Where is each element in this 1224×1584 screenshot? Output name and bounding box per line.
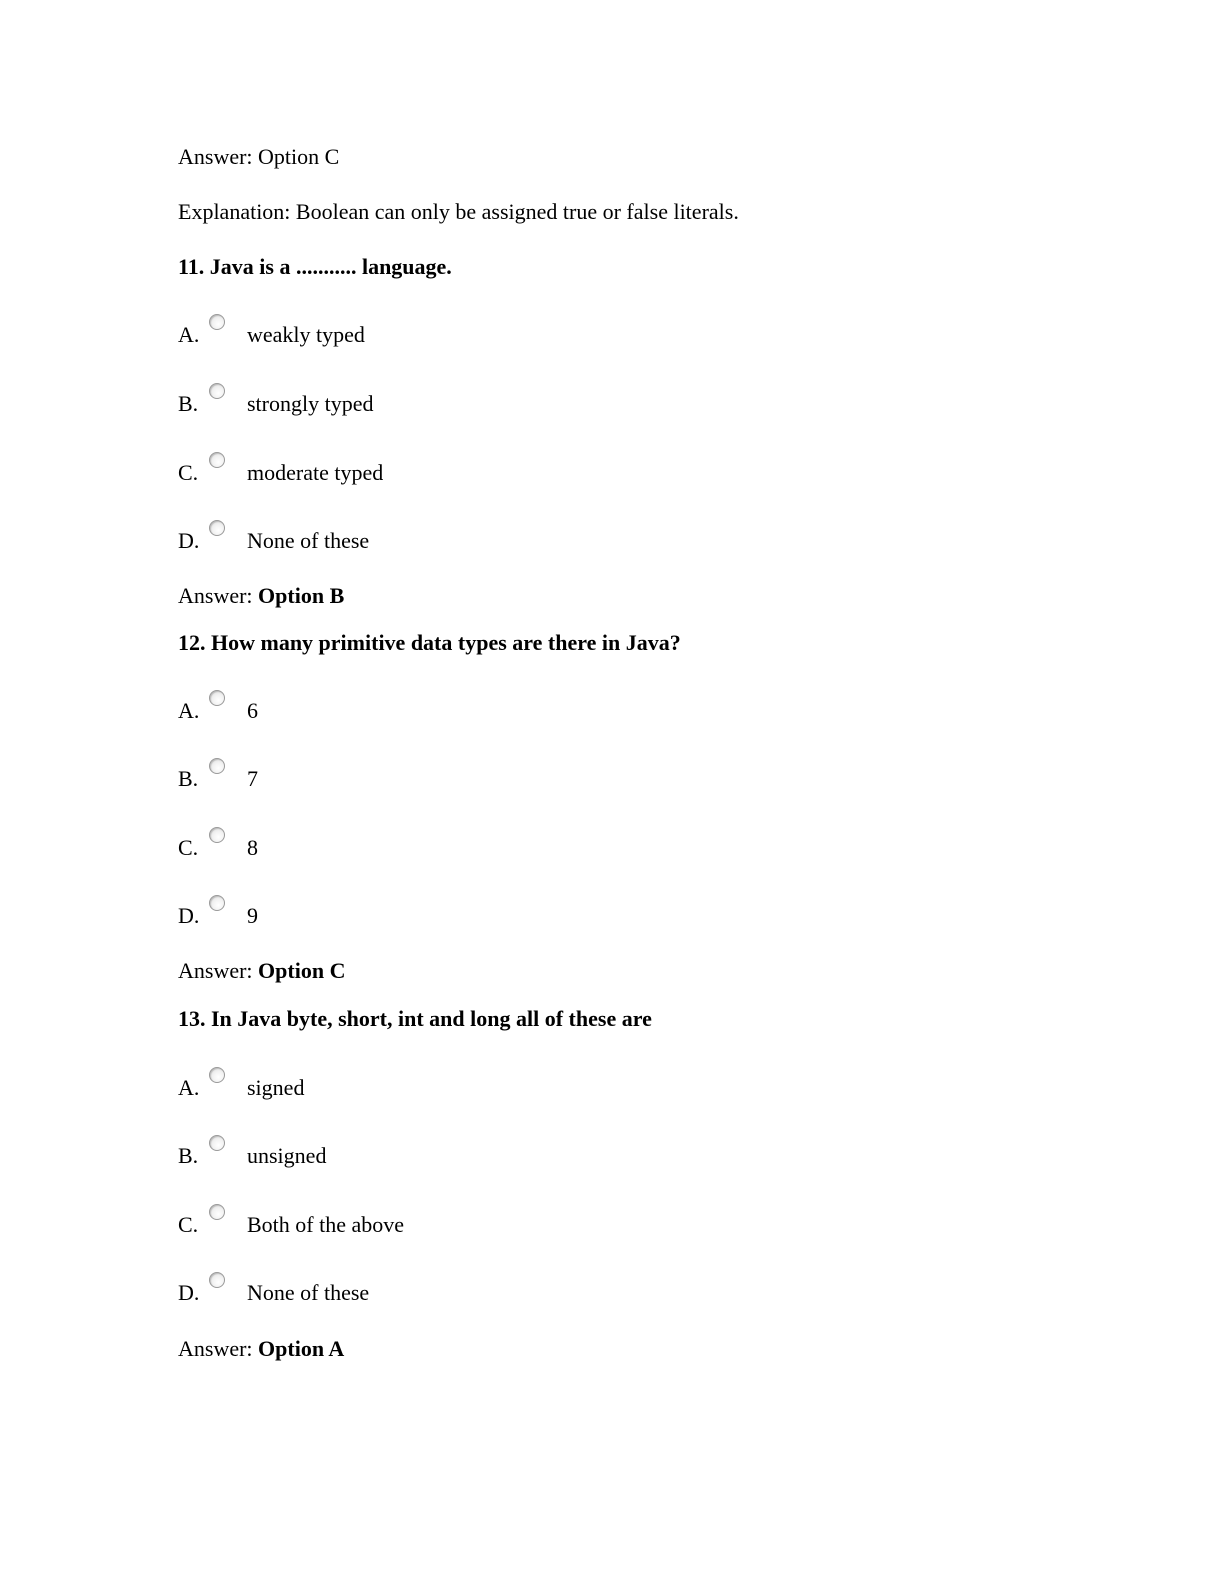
- radio-button[interactable]: [209, 314, 225, 330]
- previous-explanation: Explanation: Boolean can only be assigned true or false literals.: [178, 199, 739, 224]
- answer-value: Option B: [258, 583, 345, 608]
- answer-label: Answer:: [178, 583, 253, 608]
- option-letter: B.: [178, 391, 199, 416]
- option-text: None of these: [247, 1280, 370, 1305]
- radio-button[interactable]: [209, 827, 225, 843]
- answer-label: Answer:: [178, 1336, 253, 1361]
- option-row: [178, 1143, 206, 1169]
- option-text: moderate typed: [247, 460, 384, 485]
- option-letter: C.: [178, 1212, 199, 1237]
- option-letter: A.: [178, 1075, 200, 1100]
- option-letter: D.: [178, 528, 200, 553]
- radio-button[interactable]: [209, 1272, 225, 1288]
- option-text: signed: [247, 1075, 305, 1100]
- option-row: [178, 766, 206, 792]
- answer-line: [178, 958, 345, 984]
- option-letter: B.: [178, 766, 199, 791]
- option-letter: D.: [178, 903, 200, 928]
- option-row: [178, 460, 206, 486]
- radio-button[interactable]: [209, 1135, 225, 1151]
- radio-button[interactable]: [209, 383, 225, 399]
- radio-button[interactable]: [209, 1067, 225, 1083]
- radio-button[interactable]: [209, 520, 225, 536]
- option-text: None of these: [247, 528, 370, 553]
- answer-value: Option C: [258, 958, 346, 983]
- option-text: strongly typed: [247, 391, 374, 416]
- option-text: 6: [247, 698, 258, 723]
- previous-answer: [178, 144, 339, 170]
- option-text: 7: [247, 766, 258, 791]
- radio-button[interactable]: [209, 758, 225, 774]
- answer-line: [178, 1336, 344, 1362]
- answer-value: Option C: [258, 144, 340, 169]
- answer-line: [178, 583, 344, 609]
- option-row: [178, 391, 206, 417]
- option-text: Both of the above: [247, 1212, 405, 1237]
- option-letter: D.: [178, 1280, 200, 1305]
- option-row: [178, 1280, 206, 1306]
- option-text: 8: [247, 835, 258, 860]
- option-row: [178, 903, 206, 929]
- question-title: 13. In Java byte, short, int and long all of these are: [178, 1006, 652, 1031]
- option-letter: A.: [178, 322, 200, 347]
- answer-label: Answer:: [178, 958, 253, 983]
- radio-button[interactable]: [209, 452, 225, 468]
- option-row: [178, 835, 206, 861]
- option-row: [178, 528, 206, 554]
- answer-label: Answer:: [178, 144, 253, 169]
- option-row: [178, 698, 206, 724]
- question-title: 12. How many primitive data types are there in Java?: [178, 630, 681, 655]
- option-letter: A.: [178, 698, 200, 723]
- option-text: weakly typed: [247, 322, 365, 347]
- answer-value: Option A: [258, 1336, 345, 1361]
- option-row: [178, 1212, 206, 1238]
- option-letter: C.: [178, 460, 199, 485]
- radio-button[interactable]: [209, 690, 225, 706]
- radio-button[interactable]: [209, 895, 225, 911]
- radio-button[interactable]: [209, 1204, 225, 1220]
- option-text: unsigned: [247, 1143, 327, 1168]
- option-letter: C.: [178, 835, 199, 860]
- option-letter: B.: [178, 1143, 199, 1168]
- question-title: 11. Java is a ........... language.: [178, 254, 452, 279]
- option-row: [178, 1075, 206, 1101]
- option-text: 9: [247, 903, 258, 928]
